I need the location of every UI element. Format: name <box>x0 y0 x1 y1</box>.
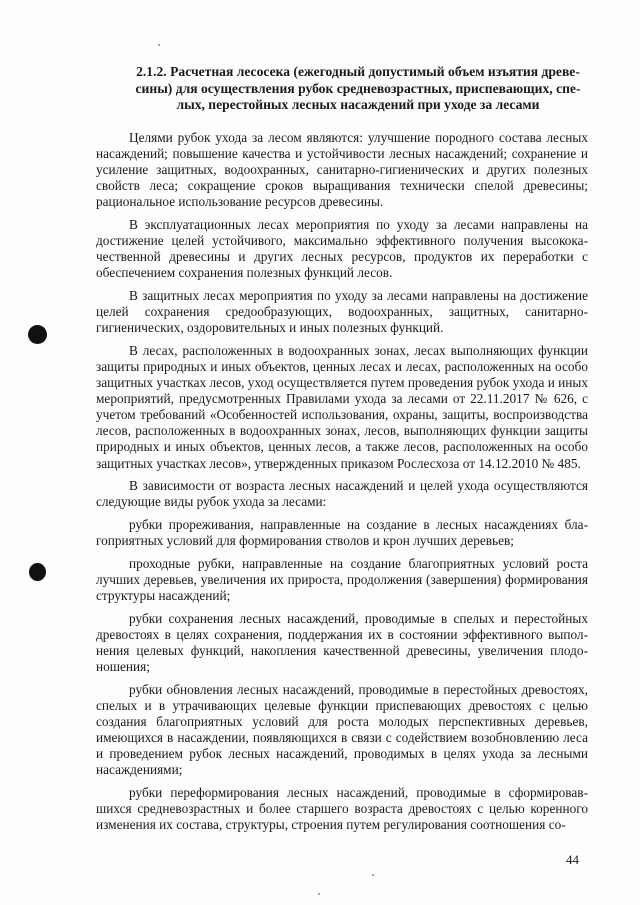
heading-line: сины) для осуществления рубок средневозрастных, приспевающих, спе- <box>135 80 581 96</box>
heading-line: лых, перестойных лесных насаждений при уходе за лесами <box>176 97 540 112</box>
scan-speck <box>158 44 160 46</box>
paragraph: В лесах, расположенных в водоохранных зонах, лесах выполняющих функции защиты природных и иных объектов, ценных лесах и лесах, расположенных на особо защитных участках лесов, уход осуществляется путем проведения рубок ухода и иных мероприятий, предусмотренных Правилами ухода за лесами от 22.11.2017 № 626, с учетом требований «Особенностей использования, охраны, защиты, воспроизводства лесов, расположенных в водоохранных зонах, лесов, выполняющих функции защиты природных и иных объектов, ценных лесов, а также лесов, расположенных на особо защитных участках лесов», утвержденных приказом Рослесхоза от 14.12.2010 № 485. <box>96 342 588 471</box>
body-text <box>96 130 588 840</box>
page-number: 44 <box>566 852 579 867</box>
punch-hole <box>28 325 47 344</box>
scan-speck <box>318 893 320 895</box>
section-heading <box>128 64 588 114</box>
paragraph: Целями рубок ухода за лесом являются: улучшение породного состава лесных насаждений; повышение качества и устойчивости лесных насаждений; сохранение и усиление защитных, водоохранных, санитарно-гигиенических и других полезных свойств леса; сокращение сроков выращивания технически спелой древесины; рациональное использование ресурсов древесины. <box>96 130 588 210</box>
paragraph: рубки прореживания, направленные на создание в лесных насаждениях благоприятных условий для формирования стволов и крон лучших деревьев; <box>96 517 588 549</box>
heading-line: 2.1.2. Расчетная лесосека (ежегодный допустимый объем изъятия древе- <box>136 64 580 79</box>
scan-speck <box>372 874 374 876</box>
paragraph: В защитных лесах мероприятия по уходу за лесами направлены на достижение целей сохранения средообразующих, водоохранных, защитных, санитарно-гигиенических, оздоровительных и иных полезных функций. <box>96 288 588 336</box>
paragraph: рубки переформирования лесных насаждений, проводимые в сформировавшихся средневозрастных и более старшего возраста древостоях с целью коренного изменения их состава, структуры, строения путем регулирования соотношения со- <box>96 784 588 832</box>
paragraph: В эксплуатационных лесах мероприятия по уходу за лесами направлены на достижение целей устойчивого, максимально эффективного получения высококачественной древесины и других лесных ресурсов, продуктов их переработки с обеспечением сохранения полезных функций лесов. <box>96 217 588 281</box>
paragraph: рубки обновления лесных насаждений, проводимые в перестойных древостоях, спелых и в утрачивающих целевые функции приспевающих древостоях с целью создания благоприятных условий для роста молодых перспективных деревьев, имеющихся в насаждении, появляющихся в связи с содействием возобновлению леса и проведением рубок лесных насаждений, проводимых в целях ухода за лесными насаждениями; <box>96 681 588 778</box>
punch-hole <box>29 563 46 581</box>
paragraph: рубки сохранения лесных насаждений, проводимые в спелых и перестойных древостоях в целях сохранения, поддержания их в состоянии эффективного выполнения целевых функций, накопления качественной древесины, увеличения плодоношения; <box>96 610 588 674</box>
paragraph: проходные рубки, направленные на создание благоприятных условий роста лучших деревьев, увеличения их прироста, продолжения (завершения) формирования структуры насаждений; <box>96 555 588 603</box>
paragraph: В зависимости от возраста лесных насаждений и целей ухода осуществляются следующие виды рубок ухода за лесами: <box>96 478 588 510</box>
